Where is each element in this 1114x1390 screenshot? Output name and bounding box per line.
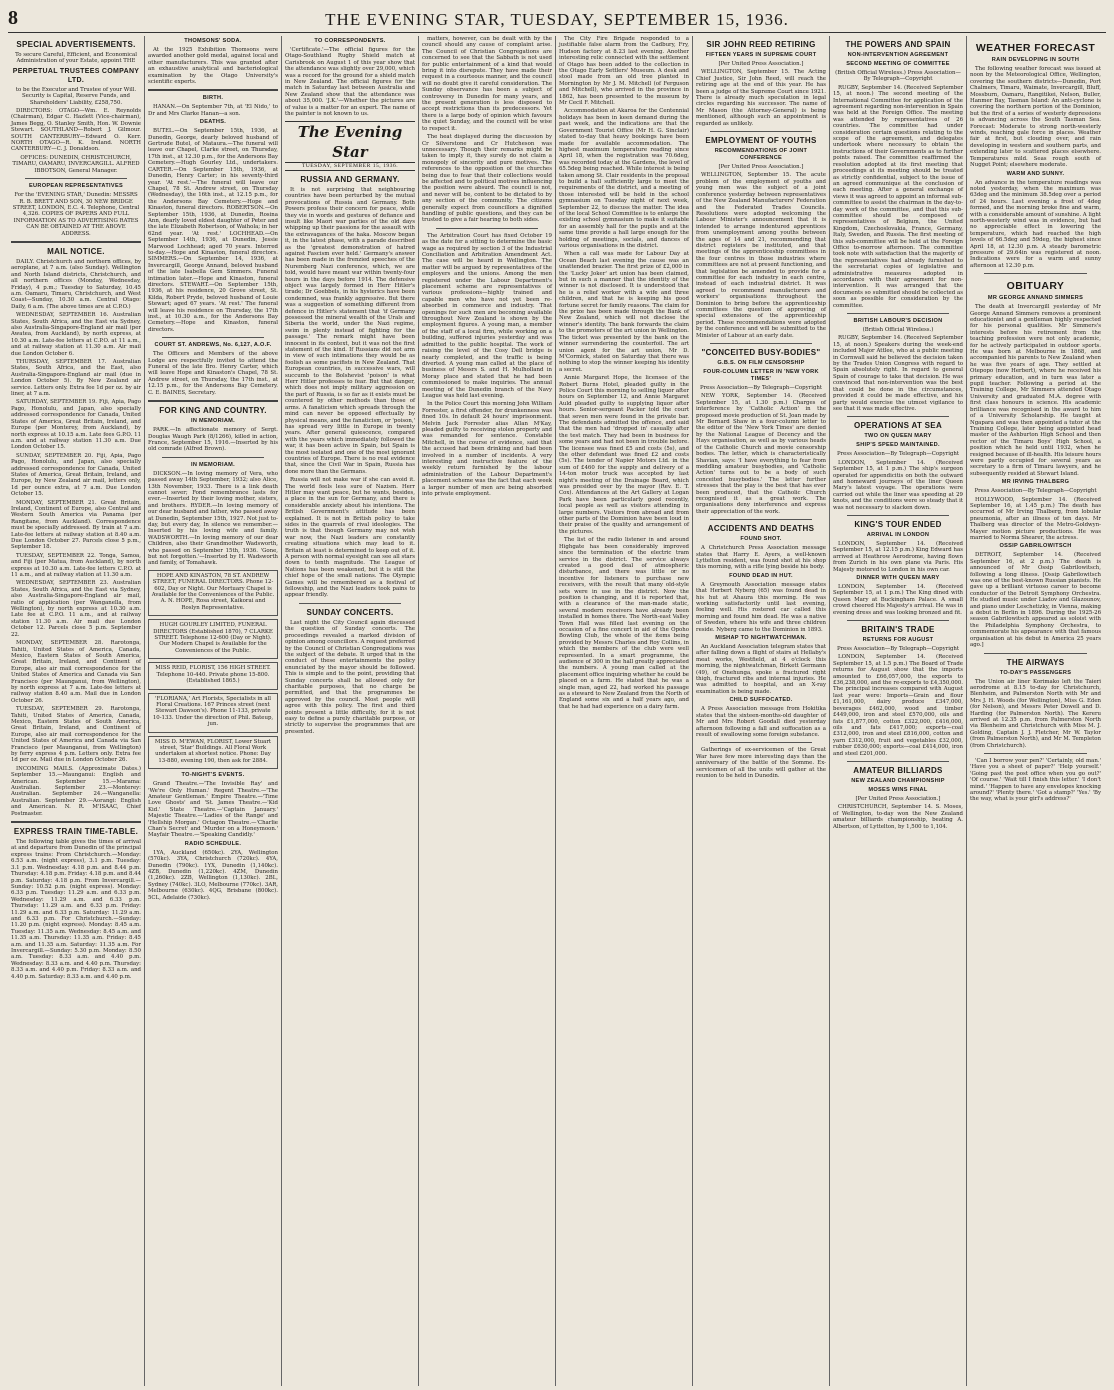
reid-ad [148, 662, 278, 689]
trustees-sub: to be the Executor and Trustee of your Will. Security is Capital, Reserve Funds, and Shareholders' Liability, £258,750. [15, 86, 137, 106]
birth-heading: BIRTH. [202, 95, 224, 102]
busybodies-heading: "CONCEITED BUSY-BODIES" [701, 348, 821, 358]
masthead [8, 4, 1106, 33]
russia-text-2: Russia will not make war if she can avoid it. The world feels less sure of Nazism. Herr Hitler may want peace, but he wants, besides, a place in the sun for Germany, and there is considerable anxiety about his intentions. The British Government's attitude has been explained. It is not in British policy to take sides in the quarrels of rival ideologies. The truth is that though Germany may not wish war now, the Nazi leaders are constantly creating situations which may lead to it. Britain at least is determined to keep out of it. A person with normal eyesight can see all stars down to tenth magnitude. The League of Nations has been weakened, but it is still the chief hope of the small nations. The Olympic Games will be remembered as a festival of fellowship, and the Nazi leaders took pains to appear friendly. [285, 477, 415, 599]
airways-subheading: TO-DAY'S PASSENGERS [999, 669, 1072, 676]
editorial-continued: matters, however, can be dealt with by the council should any cause of complaint arise. The Council of Christian Congregations are concerned to see that the Sabbath is not used for public entertainment of a kind that would bring it into disrepute. They have made their request in a courteous manner, and the council will no doubt give it careful consideration. The Sunday observance has been a subject of controversy in Dunedin for many years, and the present generation is less disposed to accept restrictions than its predecessors. Yet there is a large body of opinion which favours the quiet Sunday, and the council will be wise to respect it. [422, 36, 552, 132]
divider [847, 313, 949, 314]
powers-heading: THE POWERS AND SPAIN [845, 40, 951, 49]
memoriam-heading: IN MEMORIAM. [191, 418, 235, 425]
divider [710, 131, 812, 132]
memoriam-heading: IN MEMORIAM. [191, 461, 235, 468]
divider [984, 273, 1087, 274]
busybodies-source: Press Association—By Telegraph—Copyright [699, 385, 823, 392]
trustees-name: PERPETUAL TRUSTEES COMPANY LTD. [12, 67, 140, 84]
russia-text: It is not surprising that neighbouring countries have been perturbed by the mutual provocations of Russia and Germany. Both Powers profess their concern for peace, while they vie in words and gestures of defiance and insult like Maori war parties of the old days whipping up their passions for the assault with the extravagances of the haka. Moscow began it, in the latest phase, with a parade described as the 'greatest demonstration of hatred against Fascism ever held.' Germany's answer has been made in the frenzied speeches of the Nuremberg Nazi conference, which, we are told, would have meant war within twenty-four hours in the days before 1914. The defensive object was largely formed in Herr Hitler's tirade; Dr Goebbels, in his hysterics have been condemned, was frankly aggressive. But there was a suggestion of something different from defence in Hitler's statement that 'if Germany possessed the mineral wealth of the Urals and Siberia the world, under the Nazi regime, swim in plenty instead of fighting for the passage.' The remark might have been innocent in its context, but it was not the first statement of the kind. If Russians did not arm in view of such intimations they would be as foolish as some pacifists in New Zealand. That European countries, in successive wars, will succumb to the Bolshevist 'poison' is what Herr Hitler professes to fear. But that danger, which does not imply military aggression on the part of Russia, is so far as it exists must be countered by other methods than those of arms. A fanaticism which spreads through the mind can never be opposed effectually by physical means, and the fanaticism, or 'poison,' has spread very little in Europe in twenty years. After general quiescence, compared with the years which immediately followed the war, it has been active in Spain, but Spain is the most isolated and one of the most ignorant countries of Europe. There is no real evidence that, since the Civil War in Spain, Russia has done more than the Germans. [285, 186, 415, 475]
correspondents-heading: TO CORRESPONDENTS. [314, 38, 386, 44]
tonight-text: Grand Theatre.—'The Invisible Ray' and 'We're Only Human.' Regent Theatre.—'The Amateur Gentleman.' Empire Theatre.—'Time Love Ghosts' and 'St. James Theatre.—'Kid Kid.' State Theatre.—'Captain January.' Majestic Theatre.—'Ladies of the Range' and 'Hellship Morgan.' Octagon Theatre.—'Charlie Chan's Secret' and 'Murder on a Honeymoon.' Mayfair Theatre.—'Speaking Candidly.' [148, 781, 278, 839]
powers-text: RUGBY, September 14. (Received September 15, at noon.) The second meeting of the International Committee for application of the agreement regarding non-intervention in Spain was held at the Foreign Office. The meeting was attended by representatives of 26 countries. The committee had under consideration certain questions relating to the scope of the agreement, and delegates undertook where necessary to obtain the instructions of their Governments as to further points raised. The committee reaffirmed the resolution adopted at its first meeting that proceedings at its meeting should be treated as strictly confidential, subject to the issue of an agreed communique at the conclusion of each meeting. After a general exchange of views it was agreed to appoint an informal sub-committee to assist the chairman in the day-to-day work of the committee, and that this sub-committee should be composed of representatives of Belgium, the United Kingdom, Czechoslovakia, France, Germany, Italy, Sweden, and Russia. The first meeting of this sub-committee will be held at the Foreign Office to-morrow afternoon. The committee took note with satisfaction that the majority of the representatives had already furnished to the secretariat copies of legislative and administrative measures adopted in accordance with their agreement for non-intervention. It was arranged that the documents so submitted should be collected as soon as possible for consideration by the committee. [833, 84, 963, 309]
youths-subheading: RECOMMENDATIONS OF JOINT CONFERENCE [714, 148, 808, 162]
column-6 [693, 36, 830, 1386]
divider [710, 742, 812, 743]
labour-source: (British Official Wireless.) [862, 327, 934, 334]
warm-text: An advance in the temperature readings was noted yesterday, when the maximum was 63deg and the minimum 38.5deg over a period of 24 hours. Last evening a frost of 4deg formed, and the morning broke fine and warm, with a considerable amount of sunshine. A light north-westerly wind was in evidence, but had no appreciable effect in lowering the temperature, which had reached the high levels of 66.5deg and 59deg, the highest since April 18, at 12.30 p.m. A steady barometric pressure of 29.64in was registered at noon. Indications were for a warm and sunny afternoon at 12.30 p.m. [970, 179, 1101, 269]
memoriam-text: DICKSON.—In loving memory of Vera, who passed away 14th September, 1932; also Alice, 13th November, 1933. There is a link death cannot sever; Fond remembrance lasts for ever.—Inserted by their loving mother, sisters, and brothers. RYDER.—In loving memory of our dear husband and father, who passed away at Dunedin, September 15th, 1927. Not just to-day, but every day, In silence we remember.—Inserted by his loving wife and family. WADSWORTH.—In loving memory of our dear Children, also their Grandmother Wadsworth, who passed on September 15th, 1936. 'Gone, but not forgotten.'—Inserted by H. Wadsworth and family, of Tomahawk. [148, 470, 278, 567]
hope-kinaston-ad [148, 570, 278, 616]
weather-subheading: RAIN DEVELOPING IN SOUTH [991, 57, 1080, 63]
shot-heading: FOUND SHOT. [740, 536, 782, 543]
trade-heading: BRITAIN'S TRADE [861, 625, 935, 635]
hut-text: A Greymouth Association message states that Herbert Nyberg (65) was found dead in his hut at Ahaura this morning. He was working satisfactorily until last evening, feeling well. His rostered car called this morning and found him dead. He was a native of Sweden, where his wife and three children reside. Nyberg came to the Dominion in 1893. [696, 581, 826, 633]
hut-heading: FOUND DEAD IN HUT. [729, 572, 793, 579]
column-3 [282, 36, 419, 1386]
thomsons-text: At the 1925 Exhibition Thomsons were awarded another gold medal, against local and other manufacturers. This was granted after an exhaustive analytical and bacteriological examination by the Otago University's scientific experts. [148, 47, 278, 86]
warm-subheading: WARM AND SUNNY. [1006, 170, 1065, 177]
king-heading: FOR KING AND COUNTRY. [159, 406, 267, 416]
airways-text: The Union air liner Korimako left the Taieri aerodrome at 8.15 to-day for Christchurch, Blenheim, and Palmerston North with Mr and Mrs J. H. Woods (for Wellington), Miss G. Eden (for Nelson), and Messrs Peter Dowell and D. Harding (for Palmerston North). The Kereru arrived at 12.35 p.m. from Palmerston North via Blenheim and Christchurch with Miss M. J. Golding, Captain J. J. Fletcher, Mr W. Taylor (from Palmerston North), and Mr M. Templeton (from Christchurch). [970, 678, 1101, 749]
mail-mon28: MONDAY, SEPTEMBER 28. Rarotonga, Tahiti, United States of America, Canada, Mexico, Eastern States of South America, Great Britain, Ireland, and Continent of Europe, also air mail correspondence for the United States of America and Canada via San Francisco (per Maunganui, from Wellington), by north express at 7 a.m. Late-fee letters at railway station 8.40 a.m. Mail due in London October 26. [11, 640, 141, 704]
mail-heading: MAIL NOTICE. [47, 246, 105, 256]
divider [162, 457, 264, 458]
billiards-source: [Per United Press Association.] [855, 795, 941, 802]
powers-source: (British Official Wireless.) Press Association—By Telegraph—Copyright [835, 70, 961, 83]
deaths-text: BUTEL.—On September 15th, 1936, at Dunedin, George, dearly beloved husband of Gertrude Butel, of Mataura.—The funeral will leave our Chapel, Clarke street, on Thursday, 17th inst., at 12.30 p.m., for the Andersons Bay Cemetery.—Hugh Gourley Ltd., undertakers. CARTER.—On September 15th, 1936, at Dunedin, Henry Carter; in his seventy-third year. 'At rest.'—The funeral will leave our Chapel, 78 St. Andrew street, on Thursday (Wednesday), the 16th inst., at 12.15 p.m., for the Andersons Bay Cemetery.—Hope and Kinaston, funeral directors. ROBERTSON.—On September 15th, 1936, at Dunedin, Rosina Ann, dearly loved eldest daughter of Peter and the late Elizabeth Robertson, of Waihola; in her 62nd year. 'At rest.' LOCHHEAD.—On September 14th, 1936, at Dunedin, Jessie Marwood Lochhead; aged 70 years. Interred to-day.—Hope and Kinaston, funeral directors. SIMMERS.—On September 14, 1936, at Invercargill, George Annand, beloved husband of the late Isabella Gem Simmers. Funeral intimation later.—Hope and Kinaston, funeral directors. STEWART.—On September 15th, 1936, at his residence, 20 Grove street, St. Kilda, Robert Pryde, beloved husband of Louie Stewart; aged 67 years. 'At rest.' The funeral will leave his residence on Thursday, the 17th inst., at 10.30 a.m., for the Andersons Bay Cemetery.—Hope and Kinaston, funeral directors. [148, 128, 278, 333]
watchman-text: An Auckland Association telegram states that after falling down a flight of stairs at Hellaby's meat works, Westfield, at 4 o'clock this morning, the nightwatchman, Birkett Germann (49), of Onehunga, spoke a fractured right thigh, fractured ribs and internal injuries. He was admitted to hospital, and an X-ray examination is being made. [696, 644, 826, 695]
mail-thu: THURSDAY, SEPTEMBER 17. Australian States, South Africa, and the East, also Australia-Singapore-England air mail (due in London October 5). By New Zealand air service. Letters only. Extra fee 1d per oz. by air liner, at 7 a.m. [11, 359, 141, 398]
joke-text: 'Can I borrow your pen?' 'Certainly, old man.' 'Have you a sheet of paper?' 'Help yourself.' 'Going past the post office when you go out?' 'Of course.' 'Wait till I finish this letter.' 'I don't mind.' 'Happen to have any envelopes knocking around?' 'Plenty there.' 'Got a stamp?' 'Yes.' 'By the way, what is your girl's address?' [970, 757, 1101, 803]
memoriam-text: PARK.—In affectionate memory of Sergt. Douglas Waugh Park (8/1266), killed in action, France, September 15, 1916.—Inserted by his old comrade (Alfred Brown). [148, 427, 278, 453]
gabrilowitsch-text: DETROIT, September 14. (Received September 16, at 2 p.m.) The death is announced of Mr Ossip Gabrilowitsch, following a long illness. [Ossip Gabrilowitsch was one of the best-known Russian pianists. He gave up a brilliant virtuoso career to become conductor of the Detroit Symphony Orchestra. He studied music under Liadov and Glazounov, and piano under Leschetizky, in Vienna, making a debut in Berlin in 1896. During the 1925-26 season Gabrilowitsch appeared as soloist with the Philadelphia Symphony Orchestra, to commemorate his appearance with that famous organisation at his debut in America 25 years ago.] [970, 552, 1101, 649]
reed-heading: SIR JOHN REED RETIRING [706, 40, 816, 49]
ad-text: MISS D. M'EWAN, FLORIST, Lower Stuart street, 'Star' Buildings. All Floral Work undertaken at shortest notice. Phone: Day 13-880, evening 190, then ask for 2884. [154, 738, 272, 764]
billiards-subheading-2: MOSES WINS FINAL [868, 786, 928, 793]
divider [148, 400, 278, 402]
mail-wed23: WEDNESDAY, SEPTEMBER 23. Australian States, South Africa, and the East via Sydney, also Australia-Singapore-England air mail, ratio of application (per Wanganella, from Wellington), by north express at 10.30 a.m. Late fee at C.P.O. 11 a.m., and at railway station 11.30 a.m. Air mail due London October 12. Parcels close 5 p.m. September 22. [11, 580, 141, 638]
birth-text: HANAN.—On September 7th, at 'El Nido,' to Dr and Mrs Clarke Hanan—a son. [148, 104, 278, 117]
accidents-heading: ACCIDENTS AND DEATHS [707, 524, 815, 534]
dinner-subheading: DINNER WITH QUEEN MARY [856, 575, 940, 581]
youths-source: [Per United Press Association.] [718, 164, 804, 171]
youths-heading: EMPLOYMENT OF YOUTHS [705, 136, 817, 146]
operations-subheading-2: SHIP'S SPEED MAINTAINED. [856, 442, 940, 449]
tonight-heading: TO-NIGHT'S EVENTS. [181, 772, 245, 779]
divider [299, 603, 401, 604]
ad-text: HUGH GOURLEY LIMITED, FUNERAL DIRECTORS (Established 1870), 7 CLARKE STREET. Telephone 12-600 (Day or Night). Our Modern Chapel is Available for the Conveniences of the Public. [153, 622, 273, 654]
thalberg-source: Press Association—By Telegraph—Copyright [974, 488, 1097, 495]
divider [847, 515, 949, 516]
correspondents-text: 'Certificate.'—The official figures for the Otago-Southland Rugby Shield match at Carisbrook on August 1 of this year show that the attendance was slightly over 29,000, which was a record for the ground for a shield match in New Zealand. The official figures for the match in Saturday last between Australia and New Zealand show that the attendance was about 35,000. 'J.K.'—Whether the pictures are of value is a matter for an expert. The name of the painter is not known to us. [285, 47, 415, 118]
busybodies-text: NEW YORK, September 14. (Received September 15, at 1.30 p.m.) Charges of interference by 'Catholic Action' in the proposed movie production of St. Joan made by Mr Bernard Shaw in a four-column letter to the editor of the 'New York Times' are denied by the National League of Decency and the Hays organisation, as well as by various heads of the Catholic Church and movie censorship bodies. The letter, which is characteristically Shavian, says: 'I have everything to fear from meddling amateur busybodies, and 'Catholic Action' turns out to be a body of such conceited busybodies.' The letter further stresses that the play is the best that has ever been produced, that the Catholic Church recognised it as a great work. The organisations deny interference and express their appreciation of the work. [696, 393, 826, 515]
weather-heading: WEATHER FORECAST [975, 42, 1096, 54]
column-8 [967, 36, 1104, 1386]
ad-text: 'FLORIANA,' Art Florists, Specialists in all Floral Creations. 167 Princes street (next Stewart Dawson's). Phone 11-133, private 10-133. Under the direction of Phil. Bateup, jun. [152, 695, 274, 728]
dinner-text: LONDON, September 14. (Received September 15, at 1 p.m.) The King dined with Queen Mary at Buckingham Palace. A small crowd cheered His Majesty's arrival. He was in evening dress and was looking bronzed and fit. [833, 584, 963, 616]
russia-heading: RUSSIA AND GERMANY. [300, 174, 400, 184]
mail-tue29: TUESDAY, SEPTEMBER 29. Rarotonga, Tahiti, United States of America, Canada, Mexico, Eastern States of South America, Great Britain, Ireland, and Continent of Europe, also air mail correspondence for the United States of America and Canada via San Francisco (per Maunganui, from Wellington) by ferry express 4 p.m. Letters only. Extra fee 1d per oz. Mail due in London October 26. [11, 706, 141, 764]
labour-heading: BRITISH LABOUR'S DECISION [853, 318, 943, 325]
court-heading: COURT ST. ANDREWS, No. 6,127, A.O.F. [154, 342, 272, 349]
dateline: TUESDAY, SEPTEMBER 15, 1936. [285, 163, 415, 170]
gatherings-text: Gatherings of ex-servicemen of the Great War have few more interesting days than the anniversary of the battle of the Somme. Ex-servicemen of all the units will gather at the reunion to be held in Dunedin. [696, 747, 826, 779]
divider [847, 620, 949, 621]
news-text: The Arbitration Court has fixed October 19 as the date for a sitting to determine the basic wage as required by section 3 of the Industrial Conciliation and Arbitration Amendment Act. The case will be heard in Wellington. The matter will be argued by representatives of the employers and the unions. Among the men registered under the Labour Department's placement scheme are representatives of various professions—highly trained and capable men who have not yet been re-absorbed in commerce and industry. That openings for such men are becoming available throughout New Zealand is shown by the employment figures. A young man, a member of the staff of a local firm, while working on a building, suffered injuries yesterday and was admitted to the public hospital. The work of raising the level of the Cosy Dell bridge is nearly completed, and the traffic is being diverted. A young man called at the place of business of Messrs S. and H. Mulholland in Moray place and stated that he had been commissioned to make inquiries. The annual meeting of the Dunedin branch of the Navy League was held last evening. [422, 232, 552, 399]
operations-heading: OPERATIONS AT SEA [853, 421, 943, 431]
paper-title: THE EVENING STAR, TUESDAY, SEPTEMBER 15, 1936. [325, 10, 789, 29]
radio-text: 1YA, Auckland (650kc). 2YA, Wellington (570kc). 3YA, Christchurch (720kc). 4YA, Dunedin (790kc). 1YX, Dunedin (1,140kc). 4ZB, Dunedin (1,220kc). 4ZM, Dunedin (1,260kc). 2ZB, Wellington (1,130kc). 2BL, Sydney (740kc). 3LO, Melbourne (770kc). 3AR, Melbourne (630kc). 4QG, Brisbane (800kc). 5CL, Adelaide (730kc). [148, 849, 278, 901]
mewan-ad [148, 736, 278, 770]
mail-tue: TUESDAY, SEPTEMBER 22. Tonga, Samoa, and Fiji (per Matua, from Auckland), by north express at 10.30 a.m. Late-fee letters C.P.O. at 11 a.m., and at railway station at 11.30 a.m. [11, 552, 141, 579]
trade-subheading: RETURNS FOR AUGUST [862, 637, 934, 644]
divider [847, 761, 949, 762]
local-news: Accommodation at Akaroa for the Centennial holidays has been in keen demand during the past week, and the indications are that the Government Tourist Office (Mr H. G. Sinclair) stated to-day that heavy bookings have been made for available accommodation. The highest maximum temperature reading since April 18, when the registration was 70.6deg, was recorded today at the Gardens, the level of 65.5deg being reached. While interest is being taken among St. Clair residents in the proposal to build a hall sufficiently large to meet the requirements of the district, and a meeting of those interested will be held in the school gymnasium on Tuesday night of next week, September 22, to discuss the matter. The idea of the local School Committee is to enlarge the existing school gymnasium to make it suitable for an assembly hall for the pupils and at the same time provide a hall large enough for the holding of meetings, socials, and dances of various organisations in the district. [559, 108, 689, 249]
operations-text: LONDON, September 14. (Received September 15, at 1 p.m.) The ship's surgeon operated for appendicitis on both the outward and homeward journeys of the liner Queen Mary's latest voyage. The operations were carried out while the liner was speeding at 29 knots, and the conditions were so steady that it was not necessary to slacken down. [833, 459, 963, 511]
editorial-text: The heat displayed during the discussion by Cr Silverstone and Cr Hutcheson was unnecessary. Though their remarks might be taken to imply it, they surely do not claim a monopoly of sincerity and pure motives. The references to the opposition of the churches being due to fear that their collections would be affected and to political motives influencing the position were absurd. The council is not, and never will be, content to be dictated to by any section of the community. The citizens generally expect from councillors a dignified handling of public questions, and they can be trusted to give a fair hearing to both sides. [422, 134, 552, 224]
tour-subheading: ARRIVAL IN LONDON [866, 531, 930, 538]
radio-heading: RADIO SCHEDULE. [184, 840, 242, 847]
column-2 [145, 36, 282, 1386]
weather-text: The following weather forecast was issued at noon by the Meteorological Office, Wellington, covering the southern districts—Dunedin, Port Chalmers, Timaru, Waimate, Invercargill, Bluff, Mossburn, Oamaru, Rangitikei, Nelson, Buller, Hanmer Bay, Tasman Island: An anti-cyclone is covering the northern portion of the Dominion, but the first of a series of westerly depressions is advancing across the South Tasman Sea. Forecast: Moderate to strong north-westerly winds, reaching gale force in places. Weather fair at first, but clouding over, and rain developing in western and southern parts, and extending later to scattered places elsewhere. Temperatures mild. Seas rough south of Nugget Point; elsewhere moderate. [970, 66, 1101, 169]
page-number: 8 [8, 7, 18, 29]
child-text: A Press Association message from Hokitika states that the sixteen-months-old daughter of Mr and Mrs Robert Goodall died yesterday afternoon following a fall and suffocation as a result of swallowing some foreign substance. [696, 706, 826, 738]
thalberg-subheading: MR IRVING THALBERG [1001, 479, 1070, 486]
floriana-ad [148, 693, 278, 733]
powers-subheading-2: SECOND MEETING OF COMMITTEE [846, 61, 950, 67]
local-news: The list of the radio listener in and around Highgate has been considerably improved since the termination of the electric tram service in the district. The service always created a good deal of atmospheric disturbance, and there was little or no incentive for listeners to purchase new receivers, with the result that many old-style sets were in use in the district. Now the position is changing, and it is reported that, with a clearance of the man-made static, several modern receivers have already been installed in homes there. The North-east Valley Town Hall was filled last evening on the occasion of a fine concert in aid of the Opoho Bowling Club, the whole of the items being provided by Messrs Charles and Roy Collins, in which the members of the club were well represented. In a smart programme, the audience of 300 in the hall greatly appreciated the numbers. A young man called at the placement office inquiring whether he could be placed on a farm. He stated that he was a single man, aged 22, had worked his passage as a steward to New Zealand from the North of England some six and a half years ago, and that he had had experience on a dairy farm. [559, 537, 689, 710]
trustees-intro: To secure Careful, Efficient, and Economical Administration of your Estate, appoint THE [15, 52, 137, 65]
trustees-directors: DIRECTORS: OTAGO—Wm. E. Reynolds (Chairman), Edgar C. Hazlett (Vice-chairman), James Begg, O. Stanley Smith, Hon. W. Downie Stewart. SOUTHLAND—Robert J. Gilmour. SOUTH CANTERBURY—Edward O. Kerr. NORTH OTAGO—R. K. Ireland. NORTH CANTERBURY—C. J. Donaldson. [11, 108, 141, 153]
billiards-text: CHRISTCHURCH, September 14. S. Moses, of Wellington, to-day won the New Zealand amateur billiards championship, beating A. Albertson, of Lyttelton, by 1,500 to 1,104. [833, 804, 963, 830]
trustees-offices: OFFICES: DUNEDIN, CHRISTCHURCH, TIMARU, OAMARU, INVERCARGILL. ALFRED IBBOTSON, General Manager. [12, 154, 140, 174]
shot-text: A Christchurch Press Association message states that Harry E. Ayers, a well-known Lyttelton resident, was found shot at his shop this morning, with a rifle lying beside his body. [696, 545, 826, 571]
columns [8, 36, 1106, 1386]
mail-sat: SATURDAY, SEPTEMBER 19. Fiji, Apia, Pago Pago, Honolulu, and Japan, also specially addressed correspondence for Canada, United States of America, Great Britain, Ireland, and Europe (per Monterey, from Auckland), by north express at 10.15 a.m. Late fees G.P.O. 11 a.m. and at railway station 11.30 a.m. Due London October 15. [11, 399, 141, 451]
concerts-heading: SUNDAY CONCERTS. [306, 607, 394, 617]
divider [984, 653, 1087, 654]
simmers-subheading: MR GEORGE ANNAND SIMMERS [987, 295, 1084, 302]
police-court-text: In the Police Court this morning John William Forrester, a first offender, for drunkenness was fined 10s. In default 24 hours' imprisonment. Melvin Jack Forrester alias Allan M'Kay, pleaded guilty to receiving stolen property and was remanded for sentence. Constable Mitchell, in the course of evidence, said that the accused had been drinking and had been involved in a number of incidents. A very interesting and instructive feature of the weekly return furnished by the labour administration of the Labour Department's placement scheme was the fact that each week a larger number of men are being absorbed into private employment. [422, 401, 552, 498]
ad-text: HOPE AND KINASTON, 78 ST. ANDREW STREET, FUNERAL DIRECTORS. Phone 12-602, Day or Night. Our Mortuary Chapel is Available for the Conveniences of the Public. A. N. HOPE, Rosa street, Kaikorai and Roslyn Representative. [151, 572, 275, 611]
special-ads-heading: SPECIAL ADVERTISEMENTS. [16, 40, 136, 49]
divider [11, 241, 141, 243]
reed-source: [Per United Press Association.] [718, 61, 804, 67]
divider [710, 343, 812, 344]
tour-text: LONDON, September 14. (Received September 15, at 12.15 p.m.) King Edward has arrived at Heathrow Aerodrome, having flown from Zurich in his own plane via Paris. His Majesty motored to London in his own car. [833, 540, 963, 573]
gourley-ad [148, 619, 278, 659]
column-7 [830, 36, 967, 1386]
column-4 [419, 36, 556, 1386]
court-text: The Officers and Members of the above Lodge are respectfully invited to attend the Funeral of the late Bro. Henry Carter, which will leave Hope and Kinaston's Chapel, 78 St. Andrew street, on Thursday, the 17th inst., at 12.15 p.m., for the Andersons Bay Cemetery. C. E. BAINES, Secretary. [148, 351, 278, 396]
thomsons-heading: THOMSONS' SODA. [184, 38, 242, 44]
mail-wed: WEDNESDAY, SEPTEMBER 16. Australian States, South Africa, and the East via Sydney, also Australia-Singapore-England air mail (per Awatea, from Auckland), by north express, at 10.30 a.m. Late-fee letters at C.P.O. at 11 a.m., and at railway station at 11.30 a.m. Air mail due London October 6. [11, 312, 141, 357]
tour-heading: KING'S TOUR ENDED [854, 519, 942, 529]
divider [25, 178, 127, 179]
thalberg-text: HOLLYWOOD, September 14. (Received September 16, at 1.45 p.m.) The death has occurred of Mr Irving Thalberg, from lobular pneumonia, after an illness of ten days. Mr Thalberg was director of the Metro-Goldwyn-Mayer motion picture productions. He was married to Norma Shearer, the actress. [970, 496, 1101, 541]
divider [984, 753, 1087, 754]
divider [162, 337, 264, 338]
mail-daily: DAILY. Christchurch and northern offices, by aeroplane, at 7 a.m. (also Sunday). Wellington and North Island districts, Christchurch, and all northern offices (Monday, Wednesday, Friday), 4 p.m.; Tuesday to Saturday, 10.45 a.m. Oamaru, Timaru, Christchurch, and West Coast—Sunday, 10.30 a.m. Central Otago: Daily, 6 a.m. (The above times are at C.P.O.) [11, 258, 141, 310]
reed-text: WELLINGTON, September 15. The Acting Chief Justice, Sir John Reed, will reach the retiring age at the end of this year. He has been a judge of the Supreme Court since 1921. There is already much speculation in legal circles regarding his successor. The name of Mr Mason (the Attorney-General) is being mentioned, although such an appointment is regarded as unlikely. [696, 69, 826, 127]
billiards-heading: AMATEUR BILLIARDS [853, 765, 943, 775]
divider [710, 519, 812, 520]
watchman-heading: MISHAP TO NIGHTWATCHMAN. [715, 635, 807, 642]
trade-text: LONDON, September 14. (Received September 15, at 1.5 p.m.) The Board of Trade returns for August show that the imports amounted to £66,057,000, the exports to £36,238,000, and the re-exports to £4,350,000. The principal increases compared with August last year were: Imports—Grain and flour £1,161,000, dairy produce £347,000, beverages £462,000, wood and timber £449,000, iron and steel £570,000, oils and fats £1,877,000, cotton £322,000, £416,000, oils and fats £417,000; exports—coal £312,000, iron and steel £816,000, cotton and yarn £312,000, fruit and vegetables £32,000, rubber £630,000; exports—coal £414,000, iron and steel £201,000. [833, 654, 963, 757]
local-news: Annie Margaret Hope, the licensee of the Robert Burns Hotel, pleaded guilty in the Police Court this morning to selling liquor after hours on September 12, and Annie Margaret Auld pleaded guilty to supplying liquor after hours. Senior-sergeant Packer told the court that seven men were found in the private bar. The defendants admitted the offence, and said that the men had 'dropped in' casually after the test match. They had been in business for some years and had not been in trouble before. The licensee was fined £5 and costs (5s), and the other defendant was fined £2 and costs (5s). The tender of Napier Motors Ltd. in the sum of £460 for the supply and delivery of a 14-ton motor truck was accepted by last night's meeting of the Drainage Board, which was presided over by the mayor (Rev. E. T. Cox). Attendances at the Art Gallery at Logan Park have been particularly good recently, local people as well as visitors attending in large numbers. Visitors from abroad and from other parts of the Dominion have been loud in their praise of the quality and arrangement of the pictures. [559, 375, 689, 535]
euro-text: For the 'EVENING STAR,' Dunedin: MESSRS R. B. BRETT AND SON, 30 NEW BRIDGE STREET, LONDON, E.C. 4. Telephone, Central 4,326. COPIES OF PAPERS AND FULL INFORMATION AS TO ADVERTISING RATES CAN BE OBTAINED AT THE ABOVE ADDRESS. [12, 192, 140, 237]
mail-incoming: INCOMING MAILS. (Approximate Dates.) September 15.—Maunganui: English and American. September 15.—Marama: Australian. September 23.—Monterey: Australian. September 24.—Wanganella: Australian. September 29.—Aorangi: English and American. N. R. M'ISAAC, Chief Postmaster. [11, 765, 141, 817]
concerts-text: Last night the City Council again discussed the question of Sunday concerts. The proceedings revealed a marked division of opinion among councillors. A request preferred by the Council of Christian Congregations was the subject of the debate. It urged that in the conduct of these entertainments the policy enunciated by the mayor should be followed. This is simple and to the point, providing that Sunday concerts shall be allowed only for charitable purposes, that no charge be permitted, and that the programmes be approved by the council. Most people will agree with this policy. The first and third points present a little difficulty, for it is not easy to define a purely charitable purpose, or strictly to supervise the programmes that are presented. [285, 619, 415, 735]
operations-subheading: TWO ON QUEEN MARY [864, 433, 932, 440]
obituary-heading: OBITUARY [1006, 280, 1065, 293]
busybodies-subheading-2: FOUR-COLUMN LETTER IN 'NEW YORK TIMES' [703, 369, 819, 383]
divider [436, 228, 538, 229]
trade-source: Press Association—By Telegraph—Copyright [836, 646, 960, 653]
divider [148, 89, 278, 91]
deaths-heading: DEATHS. [199, 119, 227, 126]
ad-text: MISS REID, FLORIST, 156 HIGH STREET. Telephone 10-440. Private phone 15-800. (Established 1865.) [155, 665, 271, 685]
labour-text: RUGBY, September 14. (Received September 15, at noon.) Speakers during the week-end included Major Attlee, who at a public meeting in Cornwall said he believed the decision taken by the Trades Union Congress with regard to Spain absolutely right. In regard to general Spain of courage to take that decision. He was convinced that non-intervention was the best that could be done in the circumstances, provided it could be made effective, and his party would exercise the utmost vigilance to see that it was made effective. [833, 335, 963, 412]
local-news: When a call was made for Labour Day at Ocean Beach last evening the cause was an unattended brazier. The first prize of £2,000 in the 'Lucky Joker' art union has been claimed, but in such a manner that the identity of the winner is not disclosed. It is understood that he is a relief worker with a wife and three children, and that he is keeping his good fortune secret for family reasons. The claim for the prize has been made through the Bank of New Zealand, which will not disclose the winner's identity. The bank forwards the claim to the promoters of the art union in Wellington. The ticket was presented by the bank on the winner surrendering the counterfoil. The art union agent for the art union, Mr D. M'Cormick, stated on Saturday that there was nothing to stop the winner keeping his identity a secret. [559, 251, 689, 373]
express-text: The following table gives the times of arrival at and departure from Dunedin of the principal express trains: From Christchurch.—Monday: 6.53 a.m. (night express), 3.1 p.m. Tuesday: 3.1 p.m. Wednesday: 4.18 p.m. and 8.44 p.m. Thursday: 4.18 p.m. Friday: 4.18 p.m. and 8.44 p.m. Saturday: 4.18 p.m. From Invercargill.—Sunday: 10.52 p.m. (night express). Monday: 6.33 p.m. Tuesday: 11.29 a.m. and 6.33 p.m. Wednesday: 11.29 a.m. and 6.33 p.m. Thursday: 11.29 a.m. and 6.33 p.m. Friday: 11.29 a.m. and 6.33 p.m. Saturday: 11.29 a.m. and 6.33 p.m. For Christchurch.—Sunday: 11.20 p.m. (night express). Monday: 8.45 a.m. Tuesday: 11.35 a.m. Wednesday: 8.45 a.m. and 11.35 a.m. Thursday: 11.35 a.m. Friday: 8.45 a.m. and 11.35 a.m. Saturday: 11.35 a.m. For Invercargill.—Sunday: 5.30 p.m. Monday: 8.50 a.m. Tuesday: 8.33 a.m. and 4.40 p.m. Wednesday: 8.33 a.m. and 4.40 p.m. Thursday: 8.33 a.m. and 4.40 p.m. Friday: 8.33 a.m. and 4.40 p.m. Saturday: 8.33 a.m. and 4.40 p.m. [11, 839, 141, 980]
airways-heading: THE AIRWAYS [1006, 657, 1065, 667]
divider [847, 416, 949, 417]
local-news: The City Fire Brigade responded to a justifiable false alarm from the Cadbury, Fry, Hudson factory at 8.23 last evening. Another interesting relic connected with the settlement of Otago has been added to the collection in the Otago Early Settlers' Museum. A desk and stool made from an old tree planted in Mornington by Mr J. M. Mitchell (of Ferguson and Mitchell), who arrived in the province in 1862, has been presented to the museum by Mr Cecil F. Mitchell. [559, 36, 689, 107]
reed-subheading: FIFTEEN YEARS IN SUPREME COURT [705, 52, 817, 58]
divider [11, 821, 141, 823]
busybodies-subheading: G.B.S. ON FILM CENSORSHIP [717, 360, 805, 367]
column-1 [8, 36, 145, 1386]
child-heading: CHILD SUFFOCATED. [729, 697, 793, 704]
simmers-text: The death at Invercargill yesterday of Mr George Annand Simmers removes a prominent educationist and a gentleman highly respected for his personal qualities. Mr Simmers's interests before his retirement from the teaching profession were not only academic, for he actively participated in outdoor sports. He was born at Melbourne in 1868, and accompanied his parents to New Zealand when he was five years of age. They settled at Otepopo (now Herbert), where he received his primary education, and in turn was later a pupil teacher. Following a period at the Training College, Mr Simmers attended Otago University and graduated M.A. degree with first class honours in science. His academic brilliance was recognised in the award to him of a University Scholarship. He taught at Ngapara and was then appointed a tutor at the Training College, later being appointed head master of the Ashburton High School and then rector of the Timaru Boys' High School, a position which he held until 1932, when he resigned because of ill-health. His leisure hours were partly occupied for several years as secretary to a firm of Timaru lawyers, and he subsequently resided at Stewart Island. [970, 304, 1101, 477]
powers-subheading: NON-INTERVENTION AGREEMENT [847, 52, 949, 58]
mail-mon: MONDAY, SEPTEMBER 21. Great Britain, Ireland, Continent of Europe, also Central and Western South America via Panama (per Rangitane, from Auckland). Correspondence must be specially addressed. By train at 7 a.m. Late-fee letters at railway station at 8.40 a.m. Due London October 27. Parcels close 5 p.m., September 18. [11, 499, 141, 551]
billiards-subheading: NEW ZEALAND CHAMPIONSHIP [851, 777, 945, 784]
column-5 [556, 36, 693, 1386]
nameplate: The Evening Star [285, 121, 415, 163]
mail-sun: SUNDAY, SEPTEMBER 20. Fiji, Apia, Pago Pago, Honolulu, and Japan, also specially addressed correspondence for Canada, United States of America, Great Britain, Ireland, and Europe, by New Zealand air mail, letters only, 1d per ounce extra, at 7 a.m. Due London October 15. [11, 452, 141, 498]
gabrilowitsch-subheading: OSSIP GABRILOWITSCH [999, 543, 1072, 550]
euro-heading: EUROPEAN REPRESENTATIVES [28, 183, 124, 190]
express-heading: EXPRESS TRAIN TIME-TABLE. [13, 827, 139, 837]
operations-source: Press Association—By Telegraph—Copyright [836, 451, 960, 458]
youths-text: WELLINGTON, September 15. The acute problem of the employment of youths and young men was the subject of a joint conference yesterday between representatives of the New Zealand Manufacturers' Federation and the Federated Trades Councils. Resolutions were adopted welcoming the Labour Minister's announcement that it is intended to arrange indentured apprentices from unemployment among youths between the ages of 14 and 21, recommending that district registers be instituted, and that meetings of the apprenticeship committees in the four centres in those industries where committees are not at present functioning, and that legislation be amended to provide for a committee for each industry in each centre, instead of each industrial district. It was agreed to recommend manufacturers and workers' organisations throughout the Dominion to bring before the apprenticeship committees the question of approving of special extensions of the apprenticeship period. These recommendations were adopted by the conference and will be submitted to the Minister of Labour at an early date. [696, 172, 826, 339]
